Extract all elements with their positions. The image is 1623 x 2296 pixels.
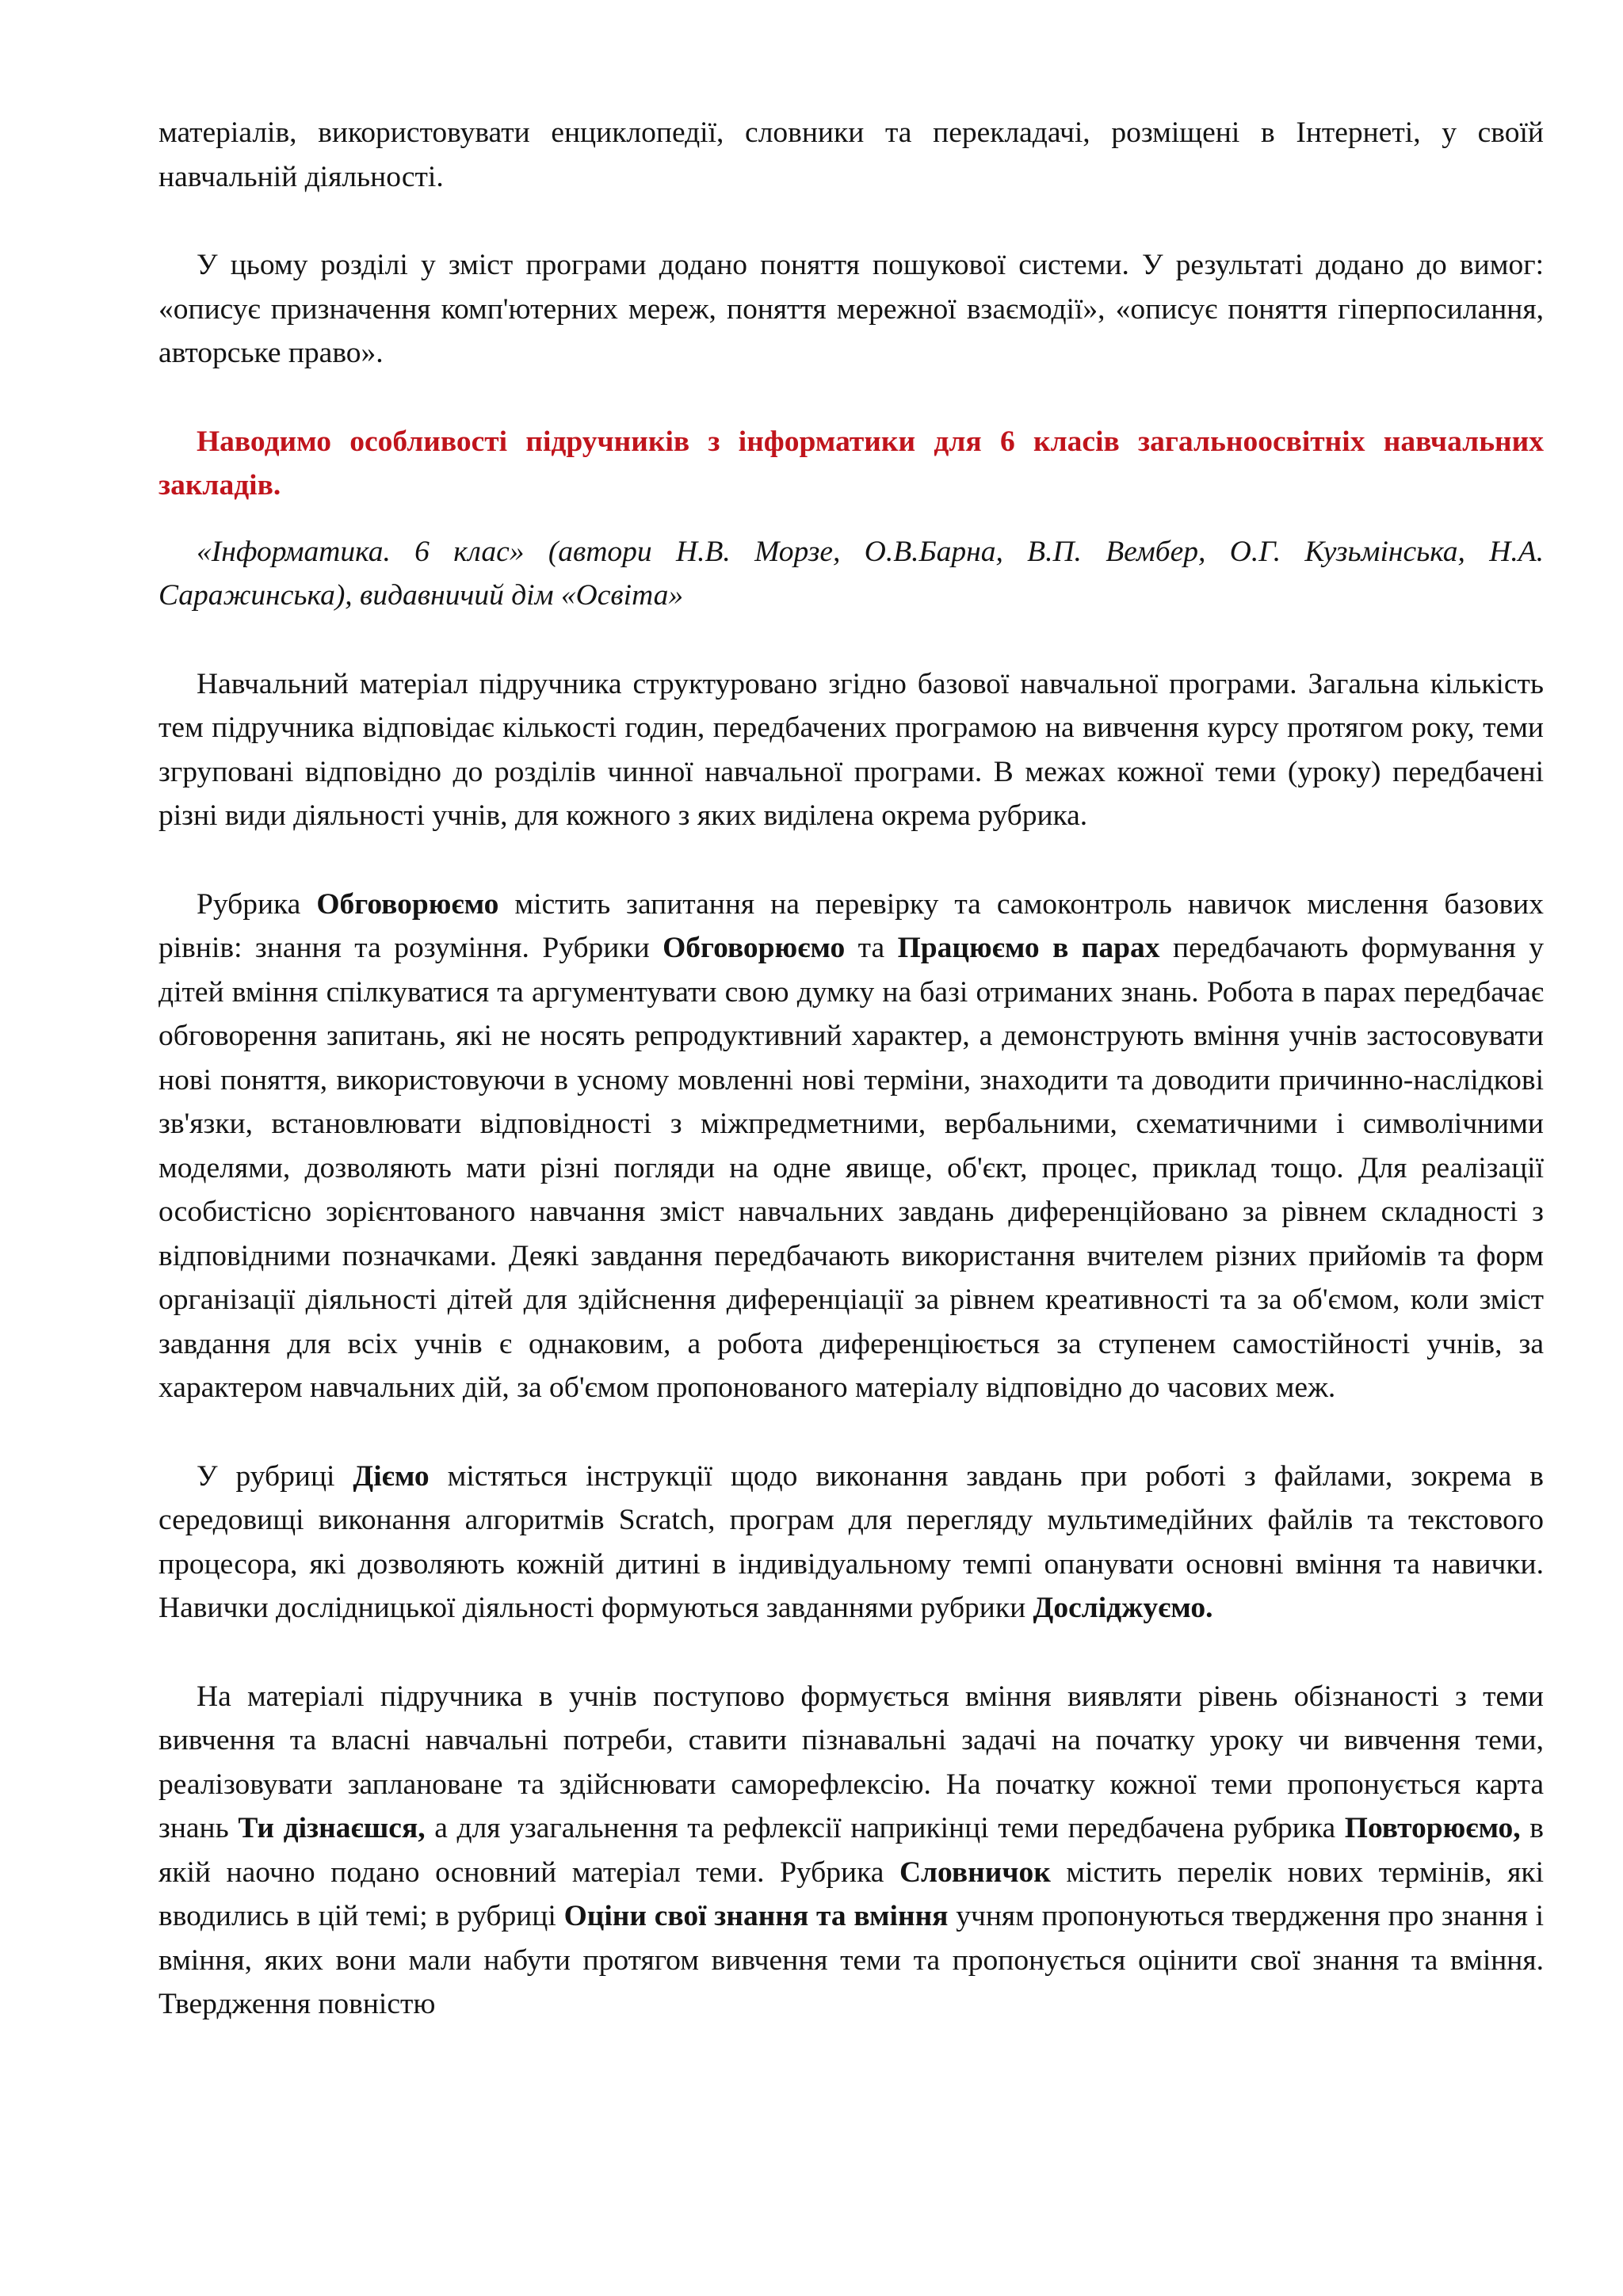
text-run: в якій наочно подано основний матеріал теми. Рубрика — [158, 1812, 1544, 1889]
text-run: містить перелік нових термінів, які вводились в цій темі; в рубриці — [158, 1855, 1545, 1932]
paragraph-act-rubric — [158, 1455, 1544, 1630]
text-run: містить запитання на перевірку та самоконтроль навичок мислення базових рівнів: знання та розуміння. Рубрики — [158, 887, 1544, 964]
rubric-name: Діємо — [353, 1459, 430, 1493]
paragraph-material — [158, 1675, 1544, 2027]
rubric-name: Повторюємо, — [1344, 1812, 1521, 1844]
rubric-name: Працюємо в парах — [897, 932, 1160, 964]
text-run: а для узагальнення та рефлексії наприкінці теми передбачена рубрика — [425, 1812, 1345, 1844]
text-run: У рубриці — [197, 1459, 353, 1493]
paragraph-structure: Навчальний матеріал підручника структуровано згідно базової навчальної програми. Загальна кількість тем підручника відповідає кількості годин, передбачених програмою на вивчення курсу протягом року, теми згруповані відповідно до розділів чинної навчальної програми. В межах кожної теми (уроку) передбачені різні види діяльності учнів, для кожного з яких виділена окрема рубрика. — [158, 667, 1544, 832]
rubric-name: Оціни свої знання та вміння — [563, 1900, 949, 1932]
rubric-name: Словничок — [899, 1855, 1051, 1889]
textbook-title: «Інформатика. 6 клас» (автори Н.В. Морзе, О.В.Барна, В.П. Вембер, О.Г. Кузьмінська, Н.А. Саражинська), видавничий дім «Освіта» — [158, 535, 1544, 612]
text-run: На матеріалі підручника в учнів поступово формується вміння виявляти рівень обізнаності з теми вивчення та власні навчальні потреби, ставити пізнавальні задачі на початку уроку чи вивчення теми, реалізовувати заплановане та здійснювати саморефлексію. На початку кожної теми пропонується карта знань — [158, 1680, 1544, 1844]
rubric-name: Обговорюємо — [316, 887, 499, 921]
paragraph-continuation: матеріалів, використовувати енциклопедії, словники та перекладачі, розміщені в Інтернеті, у своїй навчальній діяльності. — [158, 116, 1544, 193]
section-heading: Наводимо особливості підручників з інформатики для 6 класів загальноосвітніх навчальних закладів. — [158, 425, 1544, 502]
paragraph-discuss-rubric — [158, 883, 1544, 1410]
text-run: учням пропонуються твердження про знання і вміння, яких вони мали набути протягом вивчення теми та пропонується оцінити свої знання та вміння. Твердження повністю — [158, 1900, 1545, 2020]
rubric-name: Досліджуємо. — [1033, 1592, 1213, 1624]
text-run: містяться інструкції щодо виконання завдань при роботі з файлами, зокрема в середовищі виконання алгоритмів Scratch, програм для перегляду мультимедійних файлів та текстового процесора, які дозволяють кожній дитині в індивідуальному темпі опанувати основні вміння та навички. Навички дослідницької діяльності формуються завданнями рубрики — [158, 1459, 1544, 1624]
paragraph-search-system: У цьому розділі у зміст програми додано поняття пошукової системи. У результаті додано до вимог: «описує призначення комп'ютерних мереж, поняття мережної взаємодії», «описує поняття гіперпосилання, авторське право». — [158, 249, 1544, 369]
text-run: Рубрика — [197, 887, 317, 921]
rubric-name: Ти дізнаєшся, — [238, 1812, 426, 1844]
rubric-name: Обговорюємо — [663, 932, 846, 964]
text-run: та — [845, 932, 898, 964]
text-run: передбачають формування у дітей вміння спілкуватися та аргументувати свою думку на базі отриманих знань. Робота в парах передбачає обговорення запитань, які не носять репродуктивний характер, а демонструють вміння учнів застосовувати нові поняття, використовуючи в усному мовленні нові терміни, знаходити та доводити причинно-наслідкові зв'язки, встановлювати відповідності з міжпредметними, вербальними, схематичними і символічними моделями, дозволяють мати різні погляди на одне явище, об'єкт, процес, приклад тощо. Для реалізації особистісно зорієнтованого навчання зміст навчальних завдань диференційовано за рівнем складності з відповідними позначками. Деякі завдання передбачають використання вчителем різних прийомів та форм організації діяльності дітей для здійснення диференціації за рівнем креативності та за об'ємом, коли зміст завдання для всіх учнів є однаковим, а робота диференціюється за ступенем самостійності учнів, за характером навчальних дій, за об'ємом пропонованого матеріалу відповідно до часових меж. — [158, 932, 1544, 1404]
